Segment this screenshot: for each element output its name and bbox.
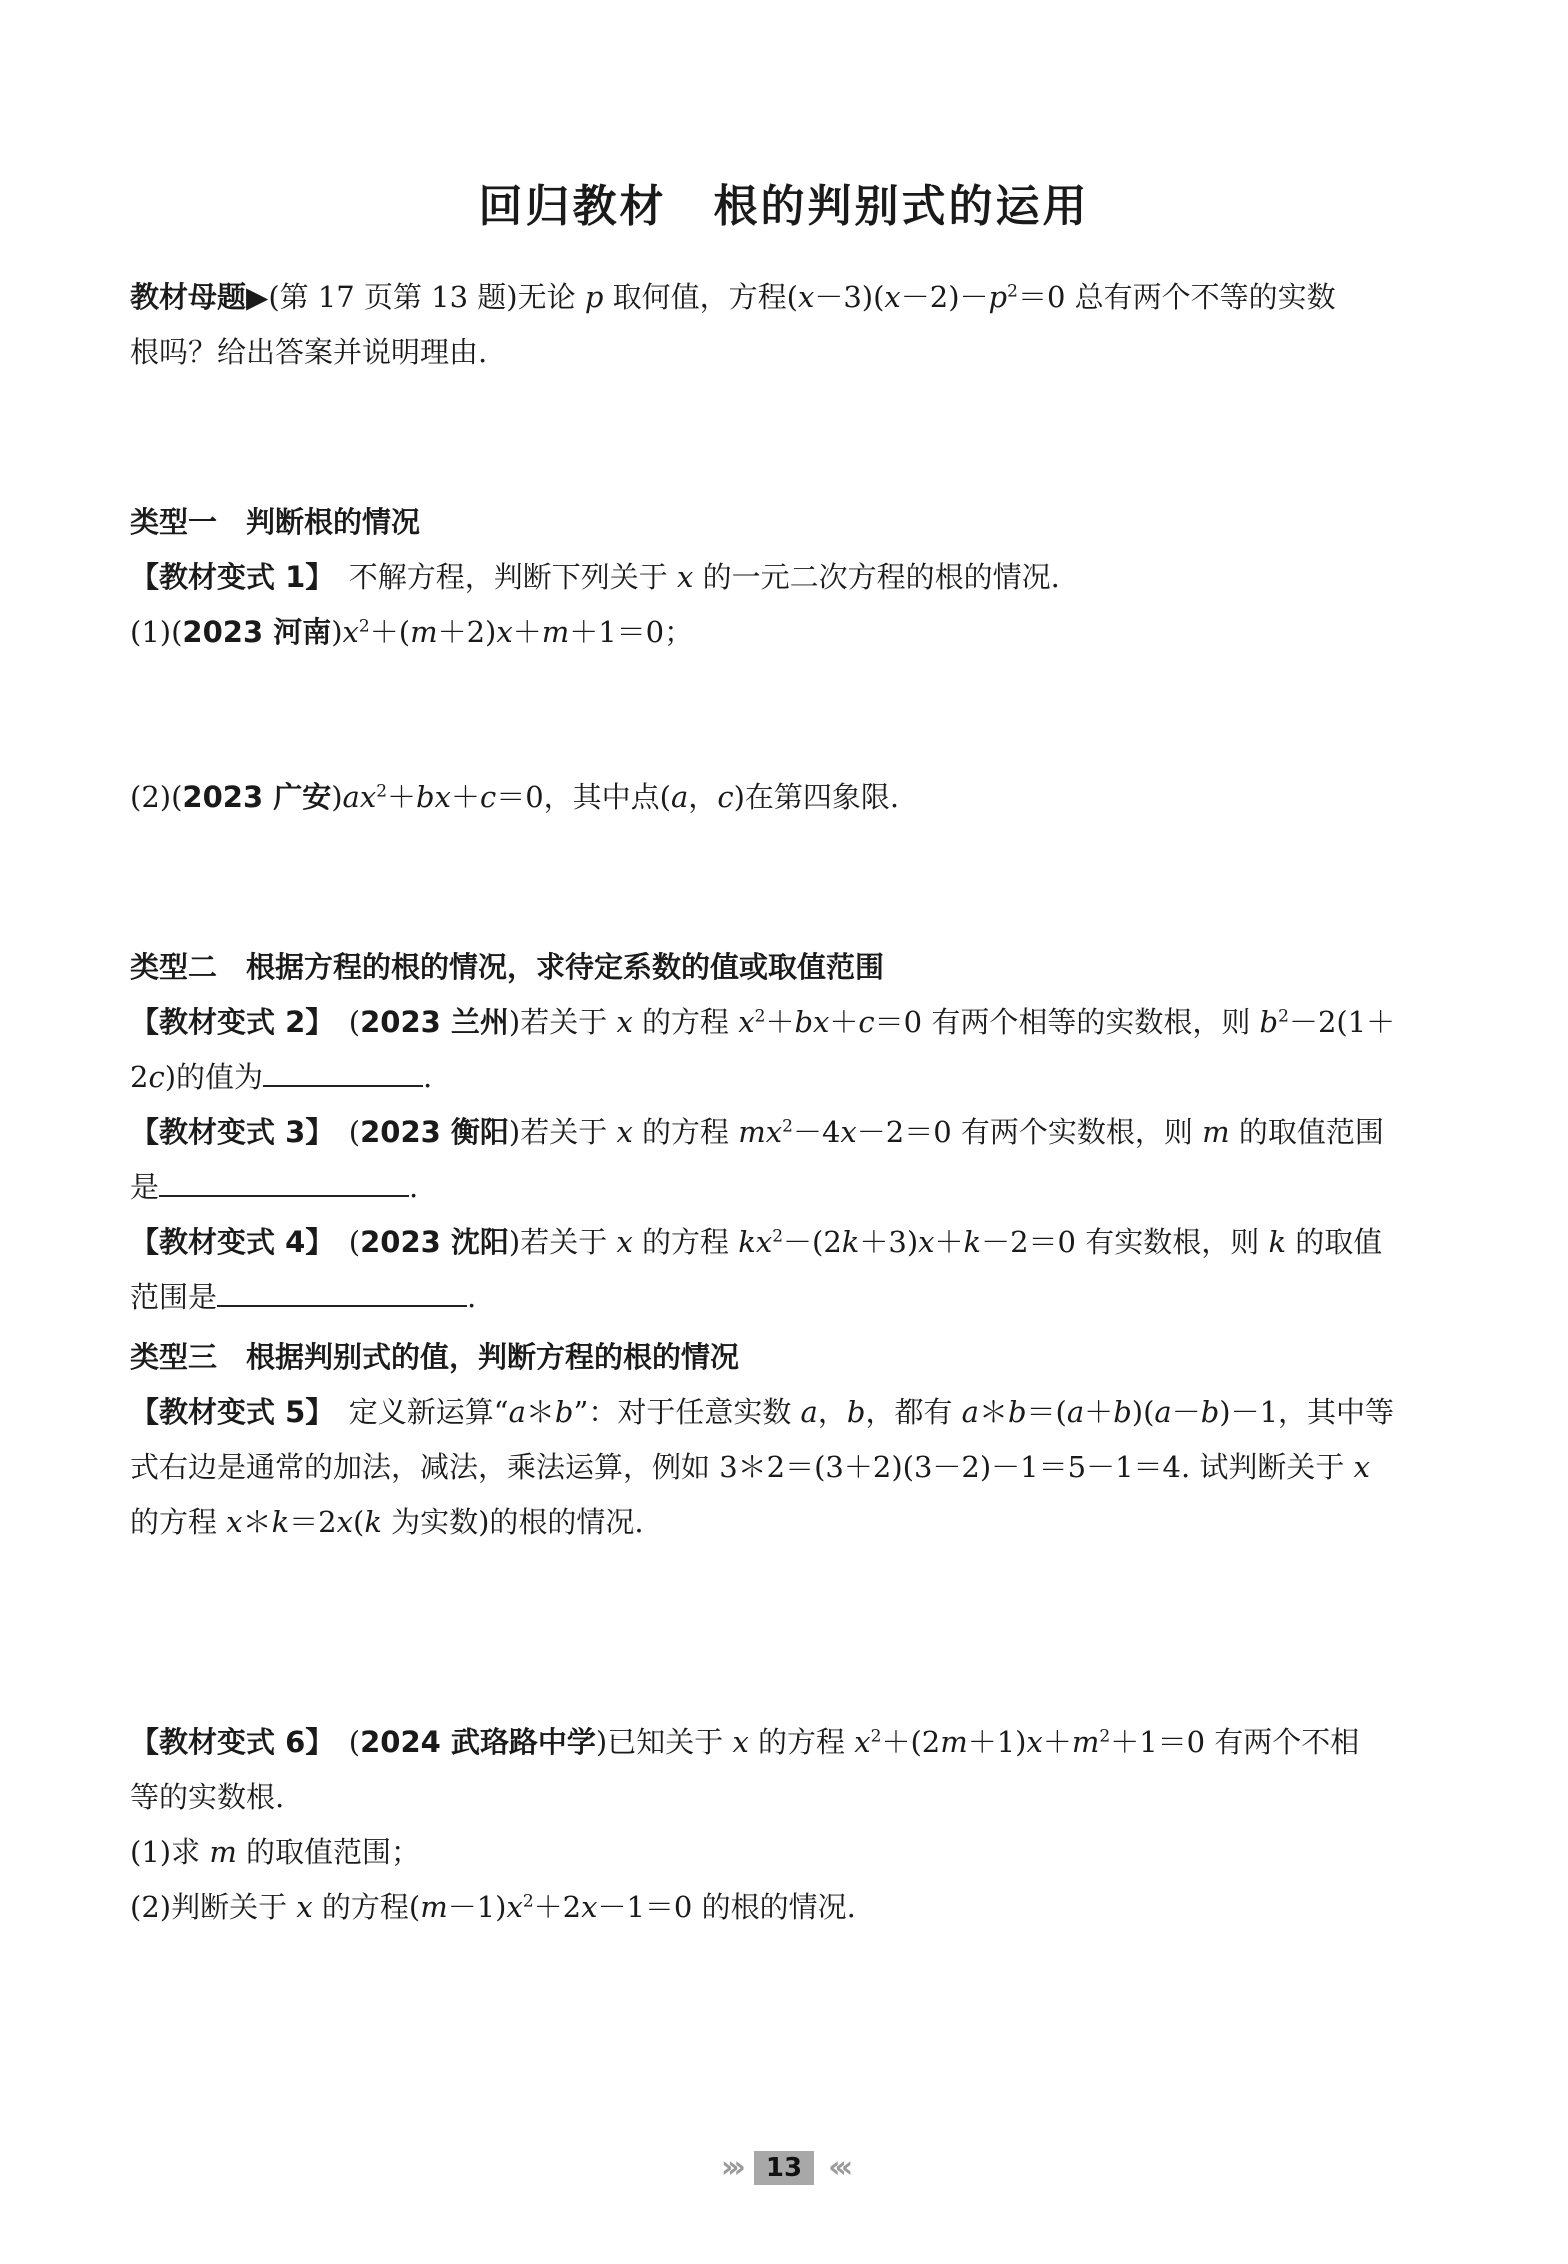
var: a	[800, 1395, 818, 1429]
text: 无论	[517, 280, 585, 314]
source: 2023 河南	[182, 615, 332, 649]
source: 2023 广安	[182, 780, 332, 814]
text: 的一元二次方程的根的情况.	[693, 560, 1060, 594]
text: )的值为	[164, 1060, 264, 1094]
text: ＋(	[369, 615, 411, 649]
var: x	[616, 1225, 633, 1259]
source: 2023 沈阳	[360, 1225, 509, 1259]
text: 的方程(	[312, 1890, 421, 1924]
text: 范围是	[130, 1280, 218, 1314]
text: ＋	[934, 1225, 964, 1259]
var: b	[1259, 1005, 1279, 1039]
var: b	[554, 1395, 574, 1429]
text: )已知关于	[595, 1725, 733, 1759]
var: a	[1154, 1395, 1172, 1429]
text: )(	[1131, 1395, 1155, 1429]
variant-label: 【教材变式 1】	[130, 560, 320, 594]
text: ＋	[1084, 1395, 1114, 1429]
text: )	[331, 615, 343, 649]
text: ＝2	[289, 1505, 337, 1539]
text: 是	[130, 1170, 160, 1204]
text: ＋1＝0 有两个不相	[1110, 1725, 1360, 1759]
var: x	[496, 615, 513, 649]
text: 的方程	[130, 1505, 227, 1539]
exponent: 2	[522, 1891, 534, 1912]
text: (2)判断关于	[130, 1890, 297, 1924]
var: m	[410, 615, 438, 649]
source: 2023 衡阳	[360, 1115, 509, 1149]
text: (1)求	[130, 1835, 210, 1869]
text: )－1，其中等	[1219, 1395, 1395, 1429]
var: x	[677, 560, 694, 594]
text: (	[352, 1505, 365, 1539]
exponent: 2	[782, 1116, 793, 1137]
var: m	[940, 1725, 968, 1759]
variant3	[130, 1105, 1460, 1160]
variant1-q1	[130, 605, 1460, 660]
answer-blank[interactable]	[263, 1055, 423, 1087]
variant6-line2: 等的实数根.	[130, 1780, 285, 1814]
chevrons-right-icon: ›››	[720, 2150, 740, 2185]
text: 取何值，方程(	[603, 280, 798, 314]
text: ＋	[512, 615, 542, 649]
text: )若关于	[508, 1225, 617, 1259]
var: x	[581, 1890, 598, 1924]
type2-heading: 类型二 根据方程的根的情况，求待定系数的值或取值范围	[130, 950, 885, 984]
var: m	[420, 1890, 448, 1924]
mother-line2: 根吗？给出答案并说明理由.	[130, 335, 488, 369]
text: 不解方程，判断下列关于	[319, 560, 678, 594]
text: ，都有	[865, 1395, 962, 1429]
var: b	[846, 1395, 866, 1429]
text: .	[423, 1060, 433, 1094]
answer-blank[interactable]	[159, 1165, 409, 1197]
var: x	[854, 1725, 871, 1759]
text: ＋1＝0；	[569, 615, 694, 649]
type1-section	[130, 495, 1460, 660]
text: －2＝0 有实数根，则	[981, 1225, 1269, 1259]
answer-blank[interactable]	[217, 1275, 467, 1307]
text: .	[409, 1170, 419, 1204]
text: ，	[688, 780, 718, 814]
text: ＋	[387, 780, 417, 814]
var: c	[858, 1005, 875, 1039]
chevrons-left-icon: ‹‹‹	[828, 2150, 848, 2185]
text: 的取值范围；	[236, 1835, 421, 1869]
text: 的方程	[632, 1115, 739, 1149]
variant3-line2	[130, 1160, 1460, 1215]
variant5-line3	[130, 1495, 1460, 1550]
text: ＋1)	[967, 1725, 1027, 1759]
source: 2023 兰州	[360, 1005, 509, 1039]
var: k	[271, 1505, 290, 1539]
var: b	[1200, 1395, 1220, 1429]
var: p	[584, 280, 604, 314]
variant1-q2	[130, 770, 1460, 825]
text: 的取值	[1286, 1225, 1383, 1259]
exponent: 2	[376, 781, 388, 802]
text: ＋	[450, 780, 480, 814]
variant-label: 【教材变式 3】	[130, 1115, 320, 1149]
text: )若关于	[508, 1115, 617, 1149]
exponent: 2	[754, 1006, 766, 1027]
var: x	[506, 1890, 523, 1924]
text: ＝0，其中点(	[496, 780, 671, 814]
var: c	[148, 1060, 165, 1094]
text: －2)－	[900, 280, 989, 314]
text: ＝(	[1026, 1395, 1067, 1429]
text: 的方程	[632, 1225, 739, 1259]
text: ＋2	[533, 1890, 582, 1924]
text: －(2	[783, 1225, 842, 1259]
variant1	[130, 550, 1460, 605]
text: ＋	[765, 1005, 795, 1039]
text: 的方程	[748, 1725, 855, 1759]
variant2	[130, 995, 1460, 1050]
text: (1)(	[130, 615, 183, 649]
var: x	[616, 1005, 633, 1039]
var: a	[1066, 1395, 1085, 1429]
var: m	[1071, 1725, 1100, 1759]
text: (	[319, 1005, 361, 1039]
text: ，	[817, 1395, 847, 1429]
page-footer	[0, 2150, 1568, 2185]
text: )若关于	[508, 1005, 617, 1039]
var: c	[717, 780, 734, 814]
var: m	[1202, 1115, 1230, 1149]
var: b	[1113, 1395, 1132, 1429]
mother-problem	[130, 270, 1460, 380]
var: bx	[794, 1005, 830, 1039]
var: a	[508, 1395, 526, 1429]
page-number: 13	[754, 2151, 814, 2185]
var: k	[963, 1225, 982, 1259]
variant6-q1	[130, 1825, 1460, 1880]
var: x	[797, 280, 815, 314]
text: －4	[792, 1115, 841, 1149]
mother-ref: (第 17 页第 13 题)	[268, 280, 518, 314]
var: m	[541, 615, 570, 649]
text: (	[319, 1725, 361, 1759]
var: b	[1007, 1395, 1027, 1429]
variant4-line2	[130, 1270, 1460, 1325]
text: 式右边是通常的加法，减法，乘法运算，例如 3＊2＝(3＋2)(3－2)－1＝5－1＝4. 试判断关于	[130, 1450, 1354, 1484]
text: 2	[130, 1060, 149, 1094]
var: x	[738, 1005, 755, 1039]
text: ＊	[978, 1395, 1008, 1429]
text: ＋	[1042, 1725, 1072, 1759]
variant2-line2	[130, 1050, 1460, 1105]
var: x	[840, 1115, 857, 1149]
text: －1＝0 的根的情况.	[597, 1890, 856, 1924]
page-title: 回归教材 根的判别式的运用	[478, 181, 1090, 232]
variant6	[130, 1715, 1460, 1770]
variant6-q2	[130, 1880, 1460, 1935]
variant-label: 【教材变式 4】	[130, 1225, 320, 1259]
text: ＝0 总有两个不等的实数	[1017, 280, 1336, 314]
text: (2)(	[130, 780, 183, 814]
var: ax	[342, 780, 377, 814]
var: x	[616, 1115, 633, 1149]
var: k	[841, 1225, 860, 1259]
exponent: 2	[1099, 1726, 1111, 1747]
text: －1)	[447, 1890, 507, 1924]
text: ＋2)	[437, 615, 497, 649]
variant4	[130, 1215, 1460, 1270]
var: kx	[738, 1225, 773, 1259]
text: ＋	[829, 1005, 859, 1039]
text: 的方程	[632, 1005, 739, 1039]
var: x	[732, 1725, 749, 1759]
type3-heading: 类型三 根据判别式的值，判断方程的根的情况	[130, 1340, 740, 1374]
variant-label: 【教材变式 2】	[130, 1005, 320, 1039]
text: －3)(	[814, 280, 885, 314]
variant6-block	[130, 1715, 1460, 1935]
variant5-line2	[130, 1440, 1460, 1495]
text: (	[319, 1115, 361, 1149]
var: x	[918, 1225, 935, 1259]
text: )在第四象限.	[733, 780, 900, 814]
var: mx	[738, 1115, 783, 1149]
text: )	[331, 780, 343, 814]
mother-label: 教材母题▶	[130, 280, 269, 314]
var: x	[884, 280, 901, 314]
var: x	[1026, 1725, 1043, 1759]
var: bx	[416, 780, 451, 814]
variant5	[130, 1385, 1460, 1440]
text: ＋3)	[859, 1225, 919, 1259]
type2-section	[130, 940, 1460, 1325]
var: x	[336, 1505, 353, 1539]
var: x	[226, 1505, 243, 1539]
var: x	[342, 615, 359, 649]
text: －	[1171, 1395, 1201, 1429]
text: 的取值范围	[1229, 1115, 1384, 1149]
exponent: 2	[1278, 1006, 1289, 1027]
exponent: 2	[772, 1226, 784, 1247]
text: ＊	[242, 1505, 272, 1539]
text: ＊	[525, 1395, 555, 1429]
var: k	[364, 1505, 382, 1539]
source: 2024 武珞路中学	[360, 1725, 596, 1759]
var: c	[479, 780, 497, 814]
exponent: 2	[1007, 281, 1018, 302]
var: p	[988, 280, 1008, 314]
text: 为实数)的根的情况.	[381, 1505, 644, 1539]
text: ”：对于任意实数	[573, 1395, 801, 1429]
variant-label: 【教材变式 5】	[130, 1395, 320, 1429]
type1-heading: 类型一 判断根的情况	[130, 505, 421, 539]
text: －2(1＋	[1288, 1005, 1396, 1039]
text: 定义新运算“	[319, 1395, 509, 1429]
exponent: 2	[870, 1726, 882, 1747]
var: x	[1353, 1450, 1370, 1484]
text: ＋(2	[881, 1725, 941, 1759]
text: －2＝0 有两个实数根，则	[856, 1115, 1203, 1149]
var: a	[961, 1395, 979, 1429]
text: ＝0 有两个相等的实数根，则	[874, 1005, 1260, 1039]
exponent: 2	[358, 616, 370, 637]
var: k	[1268, 1225, 1287, 1259]
var: a	[671, 780, 689, 814]
text: .	[467, 1280, 477, 1314]
var: m	[209, 1835, 237, 1869]
type3-section	[130, 1330, 1460, 1550]
text: (	[319, 1225, 361, 1259]
var: x	[296, 1890, 313, 1924]
variant-label: 【教材变式 6】	[130, 1725, 320, 1759]
